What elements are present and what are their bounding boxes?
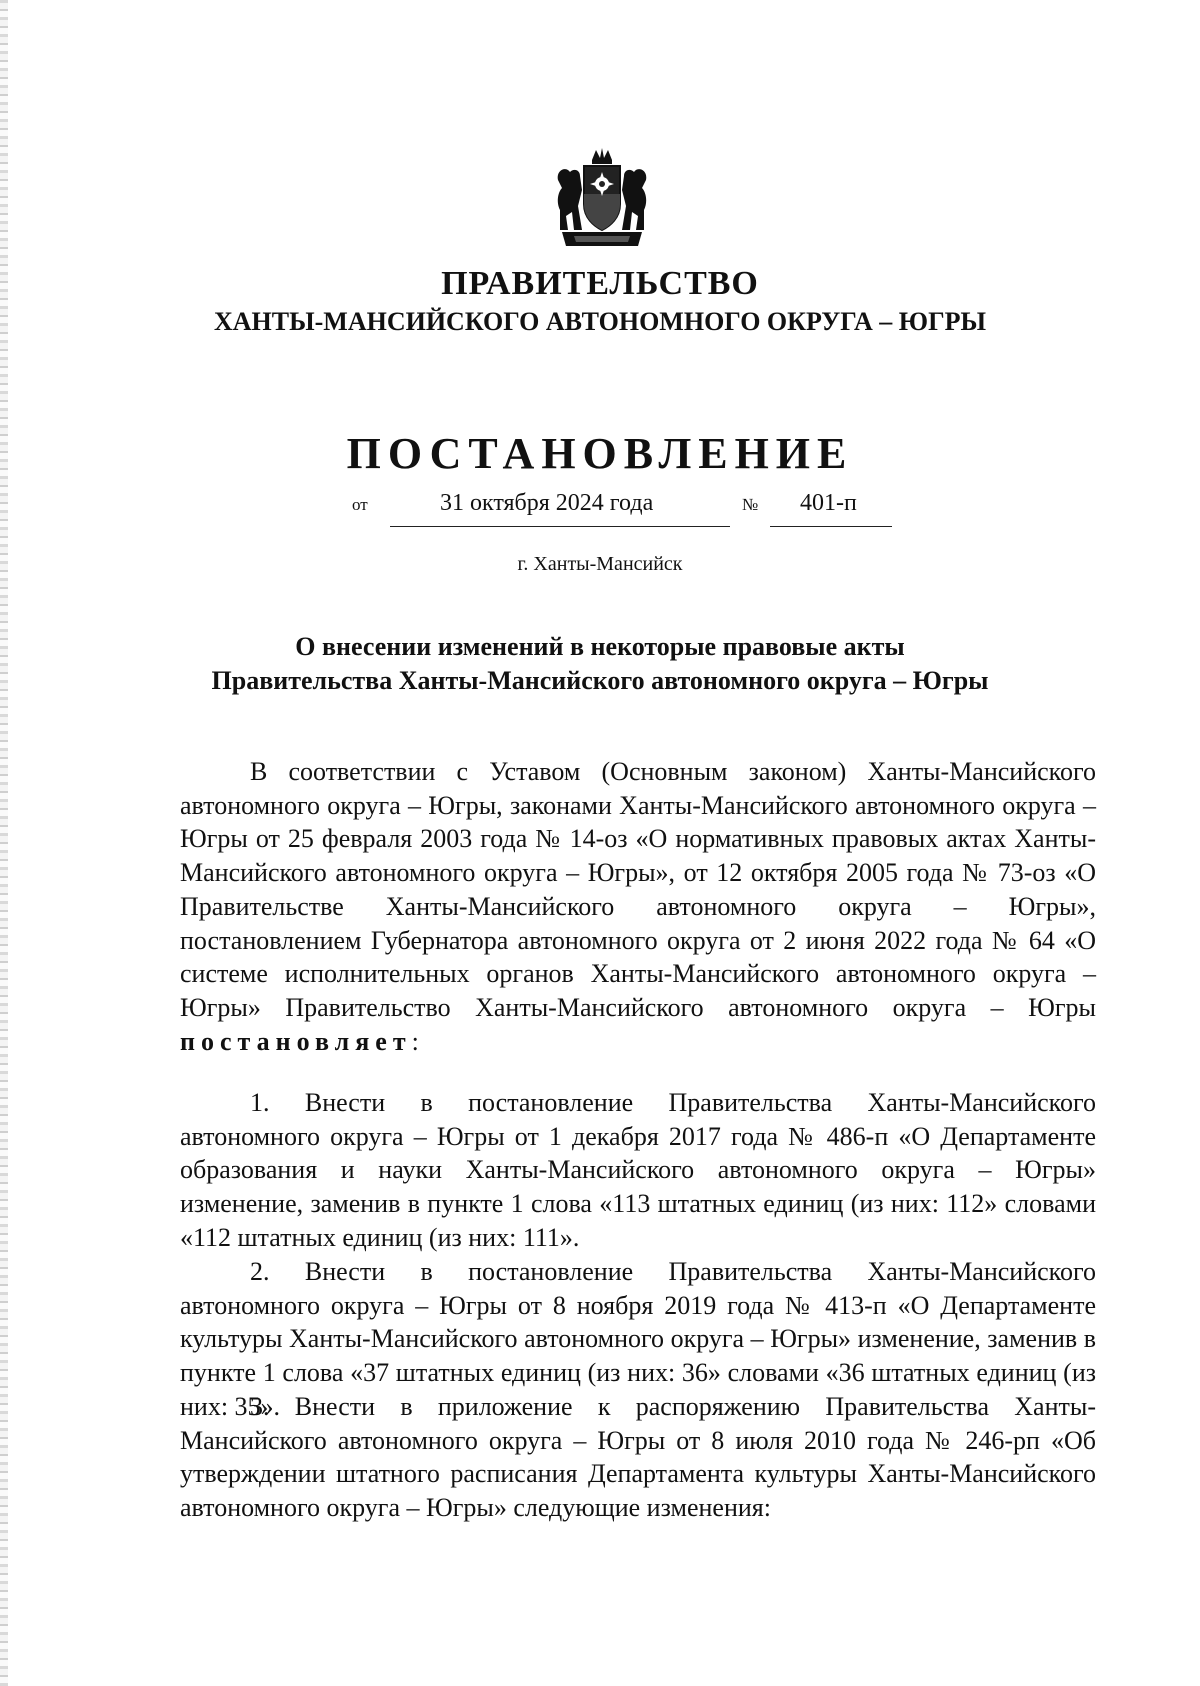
date-underline xyxy=(390,526,730,527)
preamble-colon: : xyxy=(411,1026,419,1056)
preamble-text: В соответствии с Уставом (Основным законом) Ханты-Мансийского автономного округа – Югры, законами Ханты-Мансийского автономного округа – Югры от 25 февраля 2003 года № 14-оз «О нормативных правовых актах Ханты-Мансийского автономного округа – Югры», от 12 октября 2005 года № 73-оз «О Правительстве Ханты-Мансийского автономного округа – Югры», постановлением Губернатора автономного округа от 2 июня 2022 года № 64 «О системе исполнительных органов Ханты-Мансийского автономного округа – Югры» Правительство Ханты-Мансийского автономного округа – Югры xyxy=(180,757,1096,1022)
scan-edge xyxy=(0,0,8,1686)
item-2-paragraph: 2. Внести в постановление Правительства Ханты-Мансийского автономного округа – Югры от 8 ноября 2019 года № 413-п «О Департаменте культуры Ханты-Мансийского автономного округа – Югры» изменение, заменив в пункте 1 слова «37 штатных единиц (из них: 36» словами «36 штатных единиц (из них: 35». xyxy=(180,1257,1096,1421)
item-3-paragraph: 3. Внести в приложение к распоряжению Правительства Ханты-Мансийского автономного округа – Югры от 8 июля 2010 года № 246-рп «Об утверждении штатного расписания Департамента культуры Ханты-Мансийского автономного округа – Югры» следующие изменения: xyxy=(180,1392,1096,1523)
number-label: № xyxy=(742,495,759,514)
document-subject-line1: О внесении изменений в некоторые правовые акты xyxy=(295,632,905,661)
decree-word: постановляет xyxy=(180,1026,412,1056)
preamble-paragraph xyxy=(180,755,1096,1058)
document-number: 401-п xyxy=(800,490,857,516)
document-type: ПОСТАНОВЛЕНИЕ xyxy=(346,429,854,478)
document-subject-line2: Правительства Ханты-Мансийского автономного округа – Югры xyxy=(211,666,989,695)
document-date: 31 октября 2024 года xyxy=(440,490,654,516)
date-from-label: от xyxy=(352,495,368,514)
region-name: ХАНТЫ-МАНСИЙСКОГО АВТОНОМНОГО ОКРУГА – ЮГРЫ xyxy=(213,307,987,336)
number-underline xyxy=(770,526,892,527)
coat-of-arms-emblem xyxy=(554,146,650,252)
item-1-paragraph: 1. Внести в постановление Правительства Ханты-Мансийского автономного округа – Югры от 1 декабря 2017 года № 486-п «О Департаменте образования и науки Ханты-Мансийского автономного округа – Югры» изменение, заменив в пункте 1 слова «113 штатных единиц (из них: 112» словами «112 штатных единиц (из них: 111». xyxy=(180,1088,1096,1252)
government-name: ПРАВИТЕЛЬСТВО xyxy=(441,265,759,302)
document-city: г. Ханты-Мансийск xyxy=(517,553,683,575)
